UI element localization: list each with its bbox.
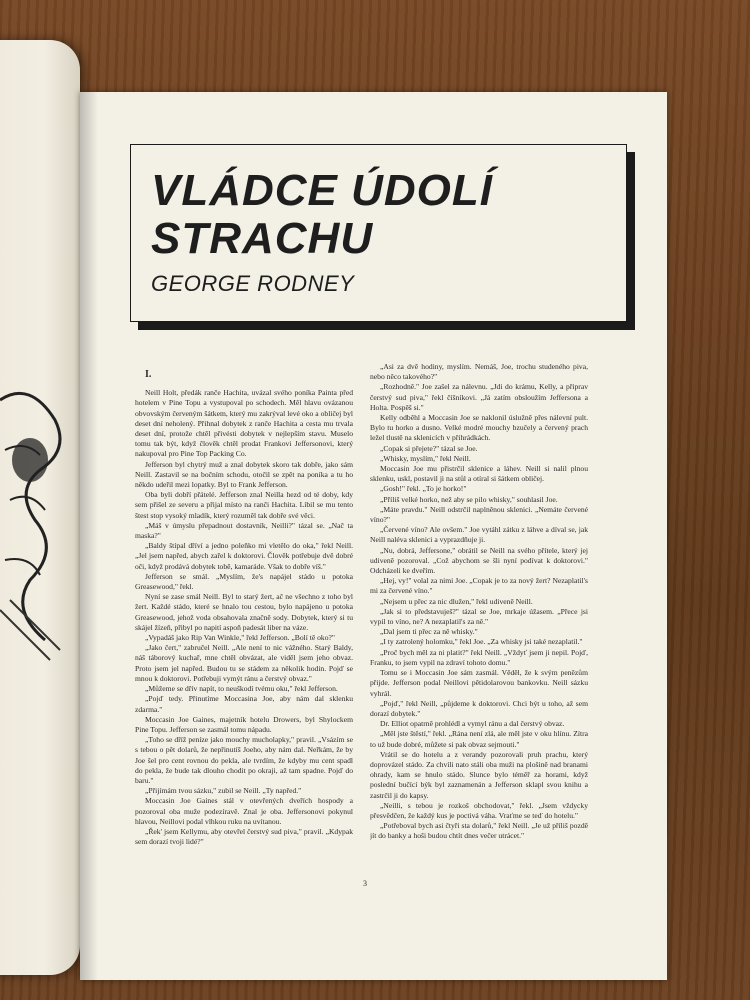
paragraph: „Máš v úmyslu přepadnout dostavník, Neilli?" tázal se. „Nač ta maska?" [135, 520, 353, 541]
paragraph: Dr. Elliot opatrně prohlédl a vymyl ránu a dal čerstvý obvaz. [380, 719, 565, 729]
paragraph: „Příliš velké horko, než aby se pilo whisky," souhlasil Joe. [380, 494, 558, 504]
paragraph: „Červené víno? Ale ovšem." Joe vytáhl zátku z láhve a díval se, jak Neill naléva sklenici a vyprazdňuje ji. [370, 525, 588, 545]
paragraph: „Neilli, s tebou je rozkoš obchodovat," řekl. „Jsem vždycky přesvědčen, že každý kus je poctivá váha. Vraťme se teď do hotelu." [370, 800, 588, 820]
paragraph: „Jak si to představuješ?" tázal se Joe, mrkaje úžasem. „Přece jsi vypil to víno, ne? A nezaplatil's za ně." [370, 606, 588, 627]
paragraph: „Nejsem u přec za nic dlužen," řekl udiveně Neill. [380, 596, 533, 606]
adjacent-page [0, 40, 80, 975]
paragraph: „Pojď tedy. Přinutíme Moccasina Joe, aby nám dal sklenku zdarma." [135, 694, 353, 714]
paragraph: „Vypadáš jako Rip Van Winkle," řekl Jefferson. „Bolí tě oko?" [145, 633, 336, 643]
paragraph: Jefferson se smál. „Myslím, že's napájel stádo u potoka Greasewood," řekl. [135, 571, 353, 592]
paragraph: „Jako čert," zabručel Neill. „Ale není to nic vážného. Starý Baldy, náš táborový kuchař, mne chtěl obvázat, ale viděl jsem jeho obvaz. Proto jsem jel napřed. Budou tu se stádem za několik hodin. Pojď se mnou k doktorovi. Potřebuji vymýt ránu a čerstvý obvaz." [135, 643, 353, 683]
paragraph: „Potřeboval bych asi čtyři sta dolarů," řekl Neill. „Je už příliš pozdě jít do banky a hoši budou chtít dnes večer utrácet." [370, 821, 588, 841]
paragraph: „Hej, vy!" volal za nimi Joe. „Copak je to za nový žert? Nezaplatil's mi za červené víno." [370, 576, 588, 596]
paragraph: „Whisky, myslím," řekl Neill. [380, 453, 471, 463]
paragraph: Tomu se i Moccasin Joe sám zasmál. Věděl, že k svým penězům přijde. Jefferson podal Neillovi pětidolarovou bankovku. Neill sázku vyhrál. [370, 668, 588, 698]
author-name: GEORGE RODNEY [151, 271, 355, 296]
title-line-1: VLÁDCE ÚDOLÍ [151, 166, 493, 215]
paragraph: „I ty zatrolený holomku," řekl Joe. „Za whisky jsi také nezaplatil." [380, 637, 583, 647]
paragraph: Moccasin Joe Gaines stál v otevřených dveřích hospody a pozoroval oba muže podezíravě. Znal je oba. Jeffersonovi pokynul hlavou, Neillovi podal vlhkou ruku na uvítanou. [135, 796, 353, 826]
page-number: 3 [363, 879, 367, 888]
text-column-left [135, 370, 353, 865]
paragraph: „Přijímám tvou sázku," zubil se Neill. „Ty napřed." [145, 786, 302, 796]
magazine-page [80, 92, 667, 980]
article-body [135, 362, 635, 865]
paragraph: „Toho se dříž peníze jako mouchy mucholapky," pravil. „Vsázím se s tebou o pět dolarů, že nepřinutíš Joeho, aby nám dal. Neřkám, že by Joe šel pro cent rovnou do pekla, ale tvrdím, že kdyby mu cent spadl do pekla, že bude tak dlouho chodit po okraji, až tam spadne. Pojď do baru." [135, 735, 353, 785]
title-box [130, 144, 627, 322]
paragraph: „Můžeme se dřív napít, to neuškodí tvému oku," řekl Jefferson. [145, 684, 338, 694]
paragraph: „Pojď," řekl Neill, „půjdeme k doktorovi. Chci být u toho, až sem dorazí dobytek." [370, 698, 588, 718]
paragraph: Moccasin Joe mu přistrčil sklenice a láhev. Neill si nalil plnou sklenku, uskl, postavil ji na stůl a otíral si šátkem obličej. [370, 464, 588, 484]
article-title [151, 167, 611, 263]
paragraph: „Asi za dvě hodiny, myslím. Nemáš, Joe, trochu studeného piva, nebo něco takového?" [370, 362, 588, 382]
paragraph: „Proč bych měl za ni platit?" řekl Neill. „Vždyť jsem ji nepil. Pojď, Franku, to jsem vypil na zdraví tohoto domu." [370, 647, 588, 667]
paragraph: Kelly odběhl a Moccasin Joe se naklonil úslužně přes nálevní pult. Bylo tu horko a dusno. Velké modré mouchy bzučely a červený prach ležel tlustě na sklenicích v přihrádkách. [370, 413, 588, 443]
right-column-paragraphs [370, 362, 588, 842]
text-column-right [370, 362, 588, 857]
chapter-number: I. [145, 370, 152, 380]
paragraph: Neill Holt, předák ranče Hachita, uvázal svého poníka Painta před hotelem v Pine Topu a vystupoval po schodech. Měl hlavu ovázanou obvovským červeným šátkem, který mu zakrýval levé oko a obličej byl deset dní neholený. Přihnal dobytek z ranče Hachita a cesta mu trvala deset dní, protože chtěl přivésti dobytek v nejlepším stavu. Muselo tomu tak být, když člověk chtěl prodat Frankovi Jeffersonovi, který nakupoval pro Pine Top Packing Co. [135, 388, 353, 459]
illustration-fragment [0, 360, 80, 680]
paragraph: „Nu, dobrá, Jeffersone," obrátil se Neill na svého přítele, který jej udiveně pozoroval. „Což abychom se šli nyní podívat k doktorovi." Odcházeli ke dveřím. [370, 545, 588, 576]
paragraph: „Gosh!" řekl. „To je horko!" [380, 484, 467, 494]
paragraph: Moccasin Joe Gaines, majetník hotelu Drowers, byl Shylockem Pine Topu. Jefferson se zasmál tomu nápadu. [135, 714, 353, 734]
title-line-2: STRACHU [151, 214, 374, 263]
paragraph: Oba byli dobří přátelé. Jefferson znal Neilla hezd od té doby, kdy sem přišel ze severu a přijal místo na ranči Hachita. Líbil se mu tento štest stop vysoký mladík, který rozuměl tak dobře své věci. [135, 490, 353, 520]
paragraph: „Dal jsem ti přec za ně whisky." [380, 627, 478, 637]
gutter-shadow [80, 92, 98, 980]
paragraph: Vrátil se do hotelu a z verandy pozorovali pruh prachu, který doprovázel stádo. Za chvíli nato stáli oba muži na plošině nad branami ohrady, kam se hnulo stádo. Slunce bylo téměř za horami, když poslední bučící býk byl zaznamenán a Jefferson sklapl svou knihu a zastrčil ji do kapsy. [370, 749, 588, 800]
left-column-paragraphs [135, 388, 353, 847]
paragraph: Jefferson byl chytrý muž a znal dobytek skoro tak dobře, jako sám Neill. Zastavil se na bočním schodu, otočil se zpět na poníka a tu ho někdo udeřil mezi lopatky. Byl to Frank Jefferson. [135, 459, 353, 490]
paragraph: Nyní se zase smál Neill. Byl to starý žert, ač ne všechno z toho byl žert. Každé stádo, které se hnalo tou cestou, bylo napájeno u potoka Greasewood, jehož voda obsahovala značně sody. Dobytek, který si tu skájel žízeň, přibyl po napití aspoň padesát liber na váze. [135, 592, 353, 632]
paragraph: „Baldy štípal dříví a jedno poleňko mi vletělo do oka," řekl Neill. „Jel jsem napřed, abych zařel k doktorovi. Člověk potřebuje dvě dobré oči, když prodává dobytek tobě, kamaráde. Však to dobře víš." [135, 541, 353, 571]
paragraph: „Rozhodně." Joe zašel za nálevnu. „Jdi do krámu, Kelly, a připrav čerstvý sud piva," řekl číšníkovi. „Já zatím obsloužím Jeffersona a Holta. Pospěš si." [370, 382, 588, 412]
paragraph: „Máte pravdu." Neill odstrčil naplněnou sklenici. „Nemáte červené víno?" [370, 504, 588, 525]
paragraph: „Řek' jsem Kellymu, aby otevřel čerstvý sud piva," pravil. „Kdypak sem dorazí tvoji lidé?" [135, 826, 353, 847]
paragraph: „Copak si přejete?" tázal se Joe. [380, 443, 478, 453]
paragraph: „Měl jste štěstí," řekl. „Rána není zlá, ale měl jste v oku hlínu. Zítra to už bude dobré, můžete si pak obvaz sejmouti." [370, 729, 588, 749]
